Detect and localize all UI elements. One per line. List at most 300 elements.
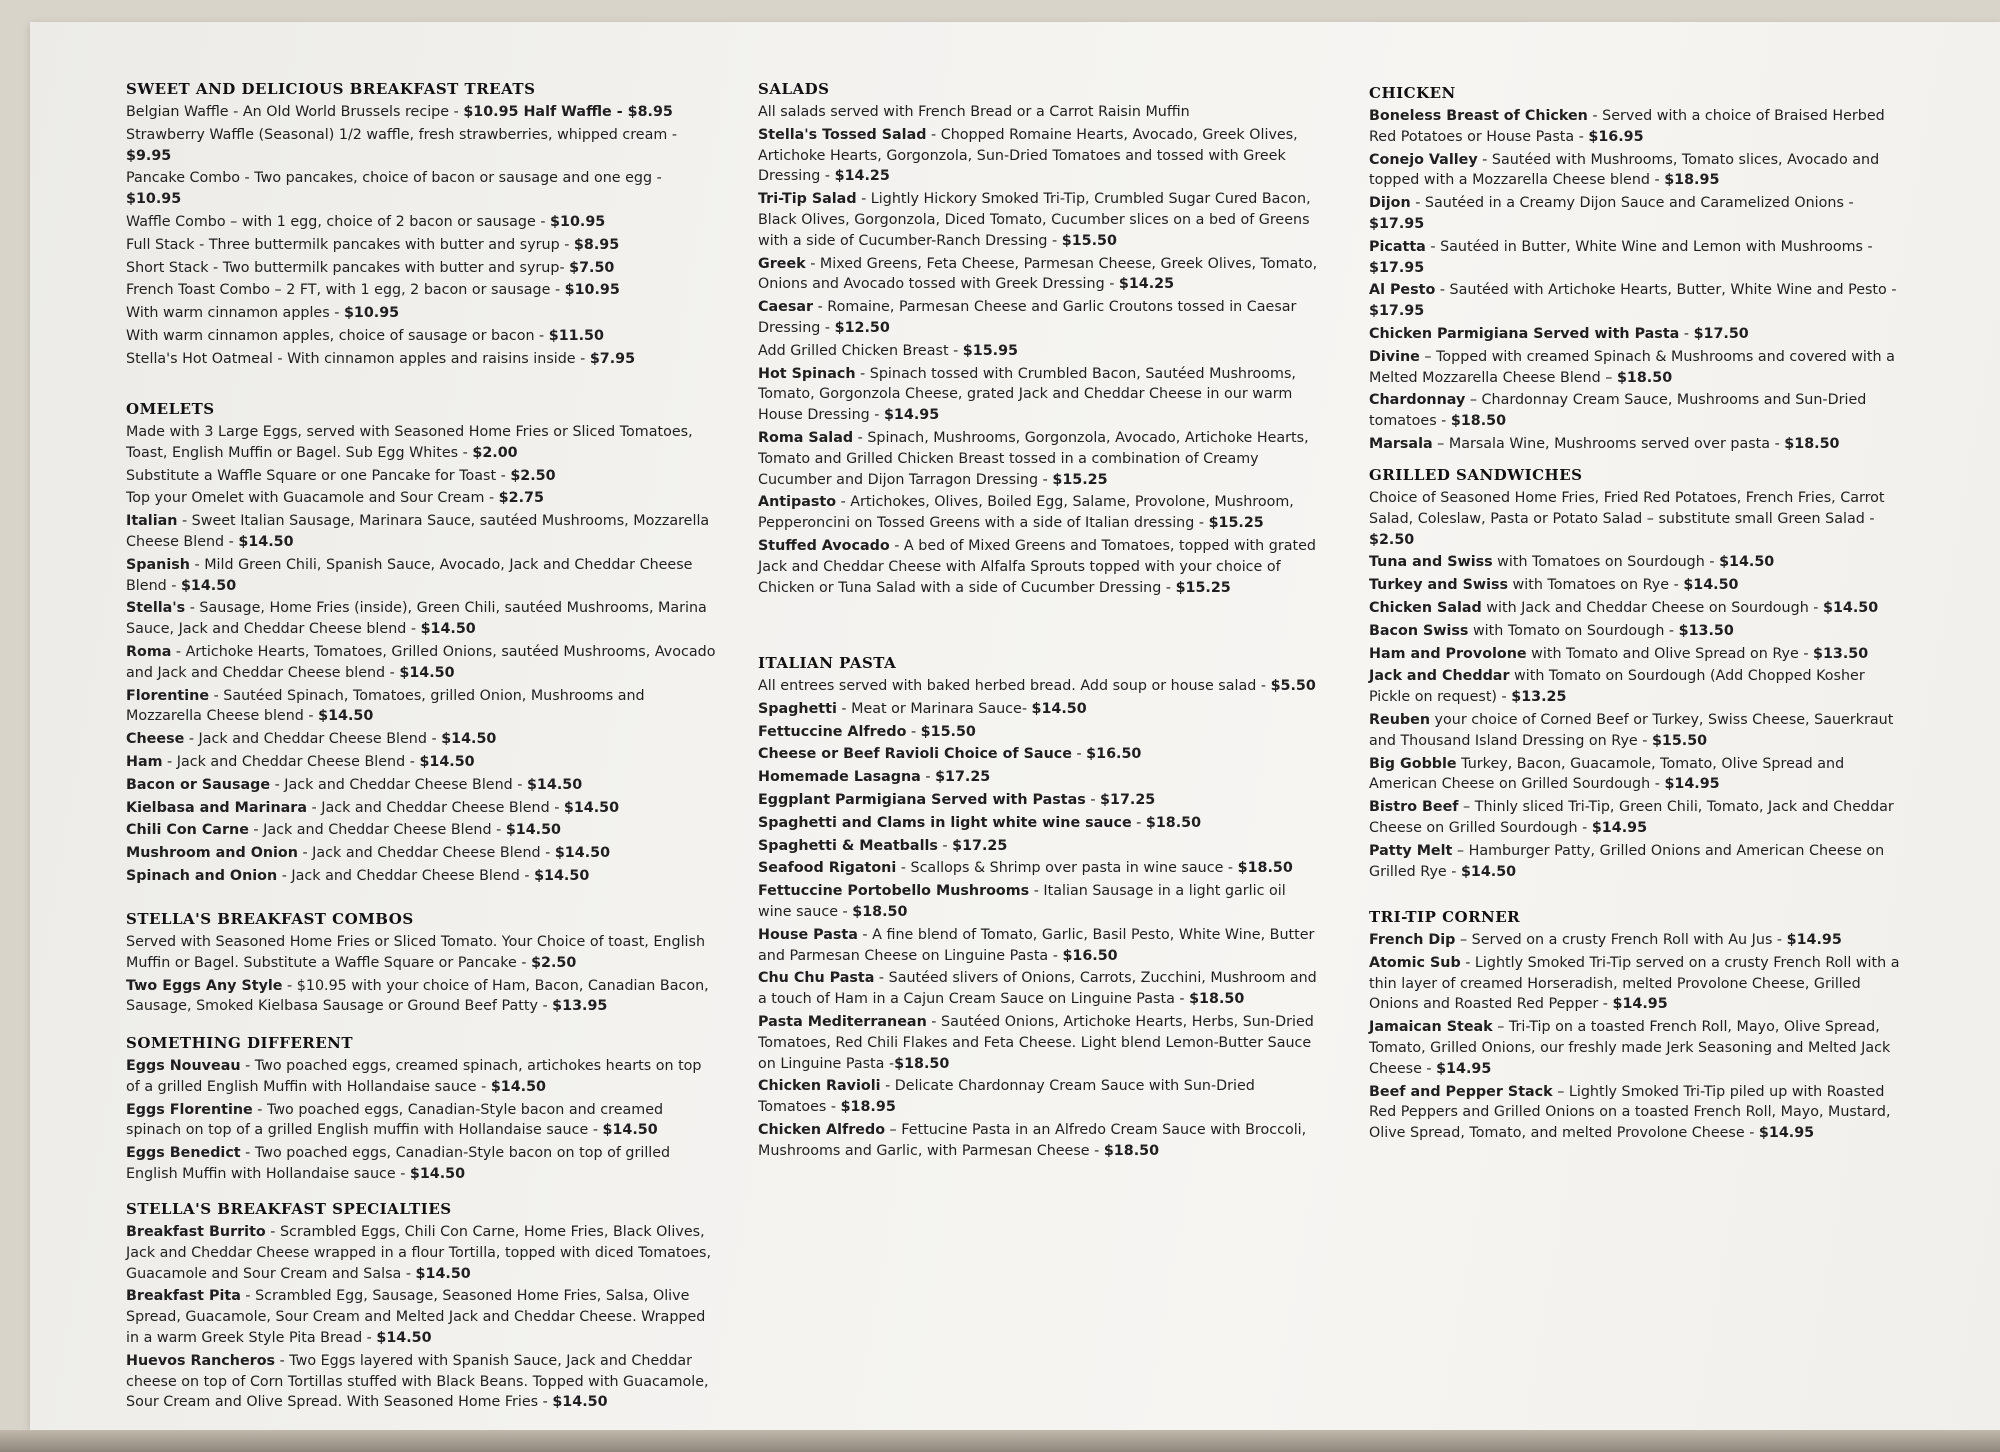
menu-item [126, 466, 716, 487]
menu-section [126, 1200, 716, 1415]
item-name: Breakfast Pita [126, 1288, 241, 1305]
item-description: Short Stack - Two buttermilk pancakes with butter and syrup- [126, 259, 570, 276]
item-price: $14.50 [526, 776, 583, 793]
item-description: - Sautéed in Butter, White Wine and Lemon with Mushrooms - [1425, 238, 1873, 255]
item-price: $13.50 [1813, 645, 1869, 662]
menu-section [126, 910, 716, 1019]
item-price: $2.50 [531, 954, 577, 971]
item-name: Homemade Lasagna [758, 769, 921, 786]
item-name: Conejo Valley [1369, 151, 1478, 168]
item-description: – Thinly sliced Tri-Tip, Green Chili, Tomato, Jack and Cheddar Cheese on Grilled Sourdough - [1369, 799, 1894, 836]
menu-item [1369, 930, 1904, 951]
section-heading: OMELETS [126, 400, 215, 418]
menu-section [1369, 466, 1904, 884]
item-price: $8.95 [573, 236, 620, 253]
item-name: Roma [126, 643, 172, 660]
item-name: Greek [758, 255, 806, 272]
item-description: - Two poached eggs, Canadian-Style bacon and creamed spinach on top of a grilled English muffin with Hollandaise sauce - [126, 1101, 664, 1139]
item-name: Spaghetti [758, 700, 837, 717]
item-description: - Romaine, Parmesan Cheese and Garlic Croutons tossed in Caesar Dressing - [758, 299, 1297, 336]
menu-item [1369, 106, 1904, 148]
item-name: Spanish [126, 556, 190, 573]
menu-item [126, 212, 716, 233]
item-name: Seafood Rigatoni [758, 860, 897, 877]
menu-item [126, 686, 716, 728]
menu-item [126, 843, 716, 864]
menu-item [1369, 666, 1904, 708]
menu-item [758, 428, 1318, 490]
item-description: – Tri-Tip on a toasted French Roll, Mayo, Olive Spread, Tomato, Grilled Onions, our freshly made Jerk Seasoning and Melted Jack Cheese - [1369, 1019, 1891, 1077]
item-name: Chicken Salad [1369, 599, 1482, 616]
menu-item [758, 836, 1318, 857]
item-name: Chu Chu Pasta [758, 970, 875, 987]
item-description: Served with Seasoned Home Fries or Sliced Tomato. Your Choice of toast, English Muffin or Bagel. Substitute a Waffle Square or Pancake - [126, 934, 706, 971]
item-description: - Scallops & Shrimp over pasta in wine sauce - [896, 860, 1238, 877]
item-name: Reuben [1369, 711, 1430, 728]
item-name: Patty Melt [1369, 842, 1453, 859]
menu-item [1369, 644, 1904, 665]
item-name: Antipasto [758, 494, 837, 511]
menu-item [758, 364, 1318, 426]
item-price: $16.50 [1086, 746, 1142, 763]
item-description: - Jack and Cheddar Cheese Blend - [248, 822, 506, 839]
item-price: $14.25 [834, 168, 890, 185]
item-name: Mushroom and Onion [126, 845, 298, 862]
item-price: $10.95 [343, 305, 400, 322]
menu-section [758, 654, 1318, 1164]
item-price: $18.50 [894, 1055, 950, 1072]
item-description: - Sautéed with Mushrooms, Tomato slices, Avocado and topped with a Mozzarella Cheese blend - [1369, 151, 1880, 189]
item-description: Made with 3 Large Eggs, served with Seasoned Home Fries or Sliced Tomatoes, Toast, English Muffin or Bagel. Sub Egg Whites - [126, 424, 693, 461]
menu-item [126, 511, 716, 553]
item-description: With warm cinnamon apples, choice of sausage or bacon - [126, 327, 549, 344]
item-description: – Marsala Wine, Mushrooms served over pasta - [1432, 435, 1785, 452]
menu-item [758, 676, 1318, 697]
item-price: $14.50 [490, 1078, 546, 1095]
item-name: Chardonnay [1369, 392, 1466, 409]
item-price: $17.25 [935, 769, 991, 786]
item-description: - Sausage, Home Fries (inside), Green Chili, sautéed Mushrooms, Marina Sauce, Jack and Cheddar Cheese blend - [126, 600, 707, 638]
item-price: $17.95 [1369, 303, 1425, 320]
item-description: - Delicate Chardonnay Cream Sauce with Sun-Dried Tomatoes - [758, 1078, 1255, 1116]
menu-item [126, 820, 716, 841]
item-description: - [920, 769, 936, 786]
item-description: - Jack and Cheddar Cheese Blend - [306, 799, 564, 816]
menu-item [758, 102, 1318, 123]
menu-section [1369, 908, 1904, 1146]
menu-section [126, 1034, 716, 1187]
item-price: $13.95 [552, 998, 608, 1015]
item-name: Pasta Mediterranean [758, 1013, 927, 1030]
section-heading: STELLA'S BREAKFAST COMBOS [126, 910, 414, 928]
item-price: $7.95 [589, 350, 636, 367]
item-name: Stuffed Avocado [758, 537, 890, 554]
item-price: $14.95 [1758, 1125, 1815, 1142]
menu-item [126, 1222, 716, 1284]
item-name: Eggplant Parmigiana Served with Pastas [758, 791, 1086, 808]
item-name: Chili Con Carne [126, 822, 249, 839]
menu-item [1369, 434, 1904, 455]
item-description: - [1131, 814, 1146, 831]
menu-item [1369, 552, 1904, 573]
item-description: - Jack and Cheddar Cheese Blend - [297, 845, 555, 862]
section-heading: SOMETHING DIFFERENT [126, 1034, 354, 1052]
item-description: with Tomatoes on Rye - [1508, 577, 1684, 594]
item-description: Strawberry Waffle (Seasonal) 1/2 waffle, fresh strawberries, whipped cream - [126, 126, 677, 143]
item-price: $17.50 [1693, 325, 1749, 342]
menu-item [758, 536, 1318, 598]
item-description: - Italian Sausage in a light garlic oil wine sauce - [758, 883, 1286, 920]
section-heading: STELLA'S BREAKFAST SPECIALTIES [126, 1200, 452, 1218]
item-price: $17.25 [1100, 791, 1156, 808]
item-description: with Tomato on Sourdough - [1468, 622, 1679, 639]
item-name: Jack and Cheddar [1369, 668, 1510, 685]
menu-item [126, 752, 716, 773]
item-description: Full Stack - Three buttermilk pancakes with butter and syrup - [126, 236, 574, 253]
menu-item [1369, 953, 1904, 1015]
item-price: $14.50 [1031, 700, 1087, 717]
item-price: $18.50 [1237, 860, 1293, 877]
item-description: - A fine blend of Tomato, Garlic, Basil Pesto, White Wine, Butter and Parmesan Cheese on Linguine Pasta - [758, 926, 1315, 964]
item-price: $15.25 [1208, 515, 1264, 532]
menu-item [758, 881, 1318, 923]
item-price: $14.50 [238, 533, 294, 550]
item-price: $14.50 [318, 708, 374, 725]
menu-section [758, 80, 1318, 600]
item-name: Roma Salad [758, 429, 854, 446]
menu-item [126, 1100, 716, 1142]
item-description: with Tomato and Olive Spread on Rye - [1526, 645, 1814, 662]
menu-item [1369, 1017, 1904, 1079]
item-price: $15.50 [920, 723, 976, 740]
item-price: $17.25 [952, 837, 1008, 854]
menu-sheet [30, 22, 2000, 1430]
item-description: - Mild Green Chili, Spanish Sauce, Avocado, Jack and Cheddar Cheese Blend - [126, 556, 693, 594]
menu-item [758, 722, 1318, 743]
item-description: - Jack and Cheddar Cheese Blend - [277, 867, 535, 884]
item-price: $2.75 [498, 490, 544, 507]
menu-item [1369, 347, 1904, 389]
menu-item [126, 102, 716, 123]
item-name: Al Pesto [1369, 282, 1436, 299]
item-price: $15.95 [962, 342, 1018, 359]
item-price: $14.50 [420, 621, 476, 638]
item-description: All salads served with French Bread or a Carrot Raisin Muffin [758, 104, 1190, 120]
item-name: Stella's Tossed Salad [758, 126, 927, 143]
item-name: Huevos Rancheros [126, 1352, 276, 1369]
menu-item [126, 280, 716, 301]
item-name: Spaghetti & Meatballs [758, 837, 938, 854]
item-price: $17.95 [1369, 259, 1425, 276]
item-name: Bacon Swiss [1369, 622, 1469, 639]
item-description: - Sweet Italian Sausage, Marinara Sauce, sautéed Mushrooms, Mozzarella Cheese Blend - [126, 513, 710, 550]
item-name: Cheese [126, 731, 185, 748]
item-price: $14.50 [441, 731, 497, 748]
item-description: - Served with a choice of Braised Herbed Red Potatoes or House Pasta - [1369, 108, 1885, 145]
item-name: Kielbasa and Marinara [126, 799, 307, 816]
item-price: $14.95 [1436, 1060, 1492, 1077]
item-price: $14.50 [1683, 577, 1739, 594]
item-price: $14.50 [1460, 863, 1517, 880]
item-name: Eggs Benedict [126, 1145, 241, 1162]
menu-item [126, 775, 716, 796]
item-description: - Sautéed Onions, Artichoke Hearts, Herbs, Sun-Dried Tomatoes, Red Chili Flakes and Feta Cheese. Light blend Lemon-Butter Sauce on Linguine Pasta - [758, 1013, 1314, 1072]
menu-item [758, 1120, 1318, 1162]
menu-item [126, 932, 716, 974]
menu-item [1369, 841, 1904, 883]
menu-item [758, 858, 1318, 879]
item-price: $14.95 [1664, 776, 1720, 793]
item-name: Ham and Provolone [1369, 645, 1527, 662]
menu-item [1369, 150, 1904, 192]
menu-item [126, 125, 716, 167]
item-description: – Chardonnay Cream Sauce, Mushrooms and Sun-Dried tomatoes - [1369, 392, 1867, 430]
item-price: $16.50 [1062, 947, 1118, 964]
item-description: with Tomato on Sourdough (Add Chopped Kosher Pickle on request) - [1369, 668, 1865, 706]
item-name: Turkey and Swiss [1369, 577, 1508, 594]
item-price: $2.00 [472, 444, 518, 461]
menu-item [126, 349, 716, 370]
menu-section [126, 400, 716, 889]
item-name: Chicken Ravioli [758, 1078, 881, 1095]
item-description: with Tomatoes on Sourdough - [1492, 554, 1720, 571]
item-name: Boneless Breast of Chicken [1369, 108, 1588, 124]
menu-item [1369, 324, 1904, 345]
item-description: - Chopped Romaine Hearts, Avocado, Greek Olives, Artichoke Hearts, Gorgonzola, Sun-Dried Tomatoes and tossed with Greek Dressing - [758, 126, 1298, 185]
item-name: Spinach and Onion [126, 867, 278, 884]
menu-item [1369, 621, 1904, 642]
item-description: Belgian Waffle - An Old World Brussels recipe - [126, 104, 464, 120]
item-price: $14.25 [1118, 276, 1175, 293]
item-description: with Jack and Cheddar Cheese on Sourdough - [1481, 599, 1824, 616]
menu-item [126, 1143, 716, 1185]
item-price: $14.50 [552, 1394, 608, 1411]
item-description: - Lightly Smoked Tri-Tip served on a crusty French Roll with a thin layer of creamed Horseradish, melted Provolone Cheese, Grilled Onions and Roasted Red Pepper - [1369, 954, 1900, 1013]
item-price: $14.50 [505, 822, 561, 839]
item-description: French Toast Combo – 2 FT, with 1 egg, 2 bacon or sausage - [126, 282, 565, 299]
item-name: Spaghetti and Clams in light white wine sauce [758, 814, 1132, 831]
item-description: Choice of Seasoned Home Fries, Fried Red Potatoes, French Fries, Carrot Salad, Coleslaw, Pasta or Potato Salad – substitute small Green Salad - [1369, 490, 1885, 527]
item-price: $11.50 [548, 327, 604, 344]
item-price: $16.95 [1588, 128, 1644, 145]
item-name: Marsala [1369, 435, 1433, 452]
item-price: $14.95 [1591, 819, 1648, 836]
item-description: - Artichoke Hearts, Tomatoes, Grilled Onions, sautéed Mushrooms, Avocado and Jack and Cheddar Cheese blend - [126, 643, 716, 681]
item-price: $14.50 [602, 1122, 658, 1139]
item-description: – Fettucine Pasta in an Alfredo Cream Sauce with Broccoli, Mushrooms and Garlic, with Parmesan Cheese - [758, 1121, 1307, 1159]
item-price: $2.50 [510, 467, 556, 484]
item-name: Caesar [758, 299, 814, 316]
item-price: $18.50 [1145, 814, 1202, 831]
item-description: – Lightly Smoked Tri-Tip piled up with Roasted Red Peppers and Grilled Onions on a toasted French Roll, Mayo, Mustard, Olive Spread, Tomato, and melted Provolone Cheese - [1369, 1083, 1891, 1142]
menu-item [126, 258, 716, 279]
item-description: – Topped with creamed Spinach & Mushrooms and covered with a Melted Mozzarella Cheese Blend – [1369, 348, 1895, 386]
item-name: Eggs Nouveau [126, 1058, 241, 1074]
item-name: House Pasta [758, 926, 858, 943]
item-price: $14.50 [409, 1165, 466, 1182]
item-description: Waffle Combo – with 1 egg, choice of 2 bacon or sausage - [126, 213, 551, 230]
item-description: Top your Omelet with Guacamole and Sour Cream - [126, 490, 499, 507]
item-price: $14.50 [534, 867, 590, 884]
item-name: Jamaican Steak [1369, 1019, 1493, 1036]
menu-item [758, 341, 1318, 362]
menu-item [126, 488, 716, 509]
item-price: $13.50 [1678, 622, 1734, 639]
item-price: $14.50 [554, 845, 611, 862]
item-price: $9.95 [126, 147, 172, 164]
item-price: $18.50 [852, 903, 908, 920]
item-price: $14.50 [376, 1329, 432, 1346]
menu-item [126, 1056, 716, 1098]
item-description: Substitute a Waffle Square or one Pancake for Toast - [126, 467, 511, 484]
menu-item [126, 598, 716, 640]
item-price: $18.95 [840, 1099, 896, 1116]
item-price: $17.95 [1369, 215, 1425, 232]
item-description: - Sautéed Spinach, Tomatoes, grilled Onion, Mushrooms and Mozzarella Cheese blend - [126, 687, 645, 725]
menu-item [758, 492, 1318, 534]
item-price: $15.50 [1651, 732, 1708, 749]
item-name: Breakfast Burrito [126, 1224, 266, 1240]
menu-item [1369, 390, 1904, 432]
item-description: - Sautéed in a Creamy Dijon Sauce and Caramelized Onions - [1410, 195, 1854, 212]
item-description: - Sautéed with Artichoke Hearts, Butter, White Wine and Pesto - [1435, 282, 1897, 299]
table-edge [0, 1430, 2000, 1452]
menu-item [126, 642, 716, 684]
item-price: $14.50 [415, 1265, 471, 1282]
item-name: Chicken Parmigiana Served with Pasta [1369, 325, 1680, 342]
item-price: $10.95 [564, 282, 620, 299]
item-price: $18.50 [1450, 413, 1507, 430]
item-description: - A bed of Mixed Greens and Tomatoes, topped with grated Jack and Cheddar Cheese with Alfalfa Sprouts topped with your choice of Chicken or Tuna Salad with a side of Cucumber Dressing - [758, 537, 1316, 596]
item-name: Fettuccine Alfredo [758, 723, 907, 740]
item-name: Chicken Alfredo [758, 1121, 886, 1138]
item-description: All entrees served with baked herbed bread. Add soup or house salad - [758, 678, 1271, 694]
item-description: - $10.95 with your choice of Ham, Bacon, Canadian Bacon, Sausage, Smoked Kielbasa Sausage or Ground Beef Patty - [126, 977, 709, 1015]
item-price: $10.95 [126, 191, 182, 208]
menu-item [126, 798, 716, 819]
menu-item [126, 1351, 716, 1413]
item-description: - Mixed Greens, Feta Cheese, Parmesan Cheese, Greek Olives, Tomato, Onions and Avocado tossed with Greek Dressing - [758, 255, 1318, 293]
item-description: - [906, 723, 921, 740]
menu-item [758, 1076, 1318, 1118]
section-heading: TRI-TIP CORNER [1369, 908, 1521, 926]
item-name: French Dip [1369, 932, 1456, 948]
item-name: Big Gobble [1369, 755, 1457, 772]
item-price: $15.50 [1061, 232, 1117, 249]
item-description: - Lightly Hickory Smoked Tri-Tip, Crumbled Sugar Cured Bacon, Black Olives, Gorgonzola, Diced Tomato, Cucumber slices on a bed of Greens with a side of Cucumber-Ranch Dressing - [758, 191, 1311, 249]
menu-item [126, 168, 716, 210]
item-description: - Jack and Cheddar Cheese Blend - [162, 753, 420, 770]
item-price: $5.50 [1270, 678, 1316, 694]
item-price: $14.95 [1612, 996, 1668, 1013]
menu-item [1369, 575, 1904, 596]
item-description: your choice of Corned Beef or Turkey, Swiss Cheese, Sauerkraut and Thousand Island Dressing on Rye - [1369, 711, 1894, 749]
item-price: $18.50 [1103, 1142, 1160, 1159]
section-heading: SWEET AND DELICIOUS BREAKFAST TREATS [126, 80, 536, 98]
menu-item [1369, 237, 1904, 279]
item-price: $7.50 [569, 259, 615, 276]
item-description: Pancake Combo - Two pancakes, choice of bacon or sausage and one egg - [126, 170, 662, 187]
item-name: Cheese or Beef Ravioli Choice of Sauce [758, 746, 1072, 763]
menu-item [126, 422, 716, 464]
menu-item [758, 968, 1318, 1010]
menu-item [1369, 797, 1904, 839]
item-price: $10.95 [550, 213, 606, 230]
item-description: Add Grilled Chicken Breast - [758, 342, 963, 359]
menu-item [758, 125, 1318, 187]
section-heading: SALADS [758, 80, 830, 98]
item-name: Divine [1369, 348, 1420, 365]
item-description: - [937, 837, 953, 854]
item-price: $15.25 [1175, 579, 1231, 596]
menu-item [758, 767, 1318, 788]
item-price: $14.50 [180, 577, 237, 594]
item-description: Stella's Hot Oatmeal - With cinnamon apples and raisins inside - [126, 350, 590, 367]
item-description: - Two poached eggs, Canadian-Style bacon on top of grilled English Muffin with Hollandaise sauce - [126, 1145, 671, 1182]
item-description: - Sautéed slivers of Onions, Carrots, Zucchini, Mushroom and a touch of Ham in a Cajun Cream Sauce on Linguine Pasta - [758, 970, 1317, 1008]
item-description: - Jack and Cheddar Cheese Blend - [270, 776, 527, 793]
item-name: Eggs Florentine [126, 1101, 253, 1118]
item-description: - Scrambled Egg, Sausage, Seasoned Home Fries, Salsa, Olive Spread, Guacamole, Sour Cream and Melted Jack and Cheddar Cheese. Wrapped in a warm Greek Style Pita Bread - [126, 1288, 706, 1346]
menu-item [758, 699, 1318, 720]
item-price: $15.25 [1052, 471, 1108, 488]
item-name: Dijon [1369, 195, 1411, 212]
menu-item [758, 790, 1318, 811]
item-name: Ham [126, 753, 163, 770]
item-description: – Hamburger Patty, Grilled Onions and American Cheese on Grilled Rye - [1369, 842, 1885, 880]
item-price: $14.50 [399, 664, 455, 681]
menu-item [758, 297, 1318, 339]
item-name: Stella's [126, 600, 186, 617]
item-description: Turkey, Bacon, Guacamole, Tomato, Olive Spread and American Cheese on Grilled Sourdough - [1369, 755, 1845, 793]
item-name: Tri-Tip Salad [758, 191, 857, 208]
item-name: Italian [126, 513, 178, 530]
menu-item [126, 729, 716, 750]
menu-item [1369, 598, 1904, 619]
menu-item [126, 326, 716, 347]
menu-item [126, 866, 716, 887]
menu-item [1369, 710, 1904, 752]
item-name: Tuna and Swiss [1369, 554, 1493, 571]
menu-item [758, 813, 1318, 834]
item-name: Fettuccine Portobello Mushrooms [758, 883, 1030, 900]
item-price: $14.50 [1823, 599, 1879, 616]
item-description: - Meat or Marinara Sauce- [836, 700, 1032, 717]
item-description: - Spinach tossed with Crumbled Bacon, Sautéed Mushrooms, Tomato, Gorgonzola Cheese, grated Jack and Cheddar Cheese in our warm House Dressing - [758, 365, 1296, 424]
menu-item [1369, 1082, 1904, 1144]
item-price: $10.95 Half Waffle - $8.95 [463, 104, 673, 120]
item-price: $2.50 [1369, 531, 1415, 548]
menu-section [126, 80, 716, 372]
item-price: $18.95 [1664, 172, 1720, 189]
menu-item [758, 254, 1318, 296]
menu-item [758, 1012, 1318, 1074]
item-description: - Artichokes, Olives, Boiled Egg, Salame, Provolone, Mushroom, Pepperoncini on Tossed Greens with a side of Italian dressing - [758, 494, 1294, 532]
menu-item [126, 555, 716, 597]
menu-item [758, 189, 1318, 251]
item-description: - Two poached eggs, creamed spinach, artichokes hearts on top of a grilled English Muffin with Hollandaise sauce - [126, 1058, 702, 1095]
section-heading: CHICKEN [1369, 84, 1456, 102]
menu-item [1369, 193, 1904, 235]
item-price: $12.50 [834, 319, 890, 336]
item-price: $14.50 [563, 799, 620, 816]
section-heading: GRILLED SANDWICHES [1369, 466, 1583, 484]
menu-item [126, 1286, 716, 1348]
item-description: With warm cinnamon apples - [126, 305, 344, 322]
item-description: - [1071, 746, 1087, 763]
item-name: Beef and Pepper Stack [1369, 1083, 1553, 1100]
item-price: $18.50 [1189, 991, 1245, 1008]
